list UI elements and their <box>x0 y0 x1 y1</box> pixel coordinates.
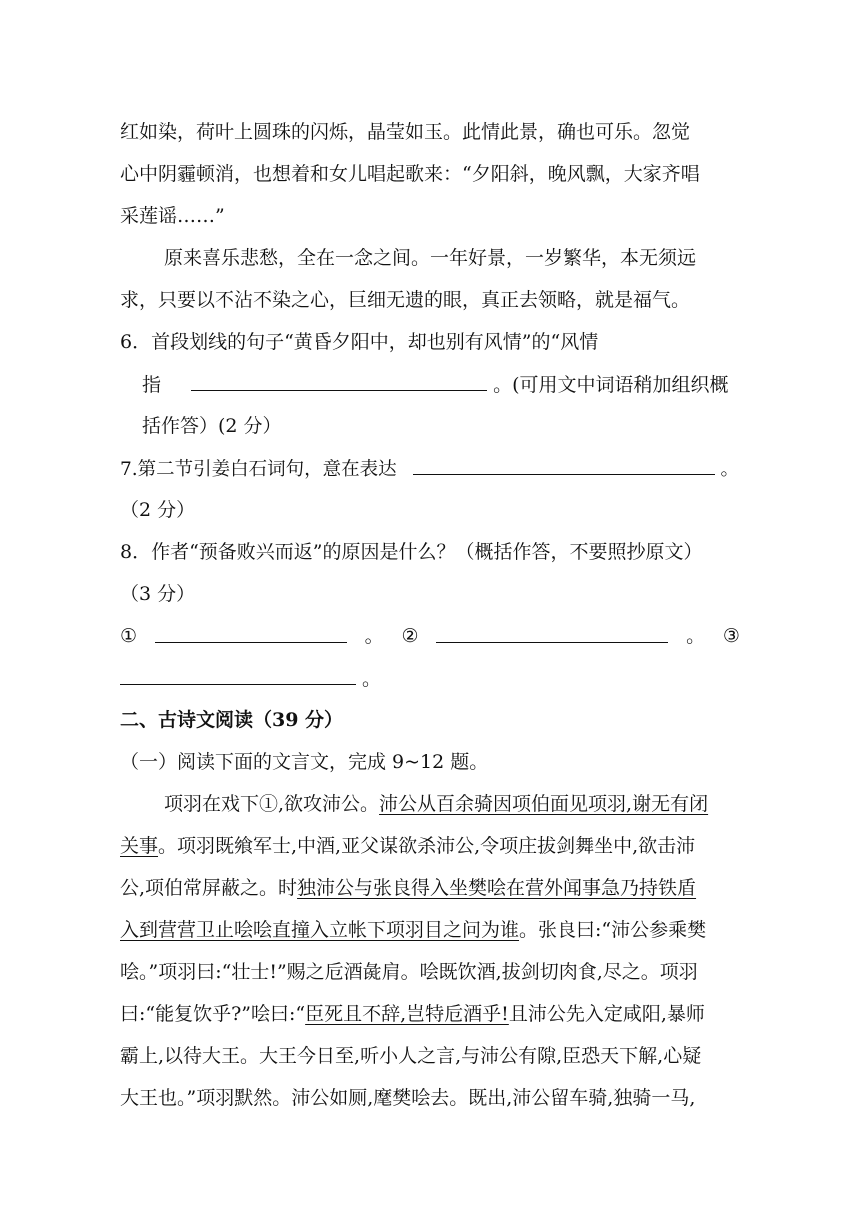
question-8-answer-3 <box>120 666 740 691</box>
answer-marker-2: ② <box>401 625 419 647</box>
paragraph-line: 采莲谣……” <box>120 205 225 227</box>
answer-marker-3: ③ <box>722 625 740 647</box>
classical-text-line <box>120 876 740 900</box>
question-8: 8．作者“预备败兴而返”的原因是什么？（概括作答，不要照抄原文） <box>120 541 703 563</box>
classical-text-line <box>120 834 740 858</box>
text-segment: 。张良曰:“沛公参乘樊 <box>519 919 707 941</box>
question-7-tail: 。 <box>720 459 739 480</box>
underlined-sentence: 独沛公与张良得入坐樊哙在营外闻事急乃持铁盾 <box>297 877 697 899</box>
underlined-sentence: 关事 <box>120 835 159 857</box>
text-segment: 公,项伯常屏蔽之。时 <box>120 877 298 899</box>
question-6-line2 <box>142 372 740 397</box>
question-7 <box>120 456 740 482</box>
answer-blank[interactable] <box>191 372 487 391</box>
paragraph-line: 红如染，荷叶上圆珠的闪烁，晶莹如玉。此情此景，确也可乐。忽觉 <box>120 121 691 143</box>
classical-text-line: 大王也。”项羽默然。沛公如厕,麾樊哙去。既出,沛公留车骑,独骑一马, <box>120 1087 696 1109</box>
text-segment: 曰:“能复饮乎?”哙曰:“ <box>120 1003 306 1025</box>
underlined-sentence: 沛公从百余骑因项伯面见项羽,谢无有闭 <box>379 793 709 815</box>
answer-blank[interactable] <box>155 624 347 643</box>
question-8-answers <box>120 624 740 648</box>
question-8-score: （3 分） <box>120 583 196 605</box>
underlined-sentence: 入到营营卫止哙哙直撞入立帐下项羽目之问为谁 <box>120 919 520 941</box>
answer-blank[interactable] <box>120 666 356 685</box>
question-6-tail: 。(可用文中词语稍加组织概 <box>493 374 729 396</box>
question-6: 6．首段划线的句子“黄昏夕阳中，却也别有风情”的“风情 <box>120 331 599 353</box>
answer-blank[interactable] <box>436 624 668 643</box>
paragraph-line: 原来喜乐悲愁，全在一念之间。一年好景，一岁繁华，本无须远 <box>164 247 697 269</box>
answer-period: 。 <box>686 625 706 647</box>
classical-text-line <box>120 918 740 942</box>
classical-text-line: 霸上,以待大王。大王今日至,听小人之言,与沛公有隙,臣恐天下解,心疑 <box>120 1045 702 1067</box>
question-6-lead: 指 <box>142 374 162 396</box>
answer-period: 。 <box>362 668 382 690</box>
classical-text-line: 哙。”项羽曰:“壮士!”赐之卮酒彘肩。哙既饮酒,拔剑切肉食,尽之。项羽 <box>120 961 698 983</box>
underlined-sentence: 臣死且不辞,岂特卮酒乎! <box>305 1003 509 1025</box>
section-instruction: （一）阅读下面的文言文，完成 9~12 题。 <box>120 751 489 773</box>
question-7-score: （2 分） <box>120 499 196 521</box>
answer-period: 。 <box>364 625 384 647</box>
classical-text-line <box>164 792 740 816</box>
text-segment: 且沛公先入定咸阳,暴师 <box>508 1003 705 1025</box>
paragraph-line: 心中阴霾顿消，也想着和女儿唱起歌来：“夕阳斜，晚风飘，大家齐唱 <box>120 163 700 185</box>
paragraph-line: 求，只要以不沾不染之心，巨细无遗的眼，真正去领略，就是福气。 <box>120 289 691 311</box>
text-segment: 项羽在戏下①,欲攻沛公。 <box>164 793 380 815</box>
classical-text-line <box>120 1002 740 1026</box>
question-7-lead: 7.第二节引姜白石词句，意在表达 <box>120 459 397 480</box>
text-segment: 。项羽既飨军士,中酒,亚父谋欲杀沛公,令项庄拔剑舞坐中,欲击沛 <box>158 835 696 857</box>
answer-marker-1: ① <box>120 625 138 647</box>
answer-blank[interactable] <box>413 456 715 475</box>
question-6-line3: 括作答）(2 分） <box>142 415 282 437</box>
section-heading: 二、古诗文阅读（39 分） <box>120 709 344 731</box>
